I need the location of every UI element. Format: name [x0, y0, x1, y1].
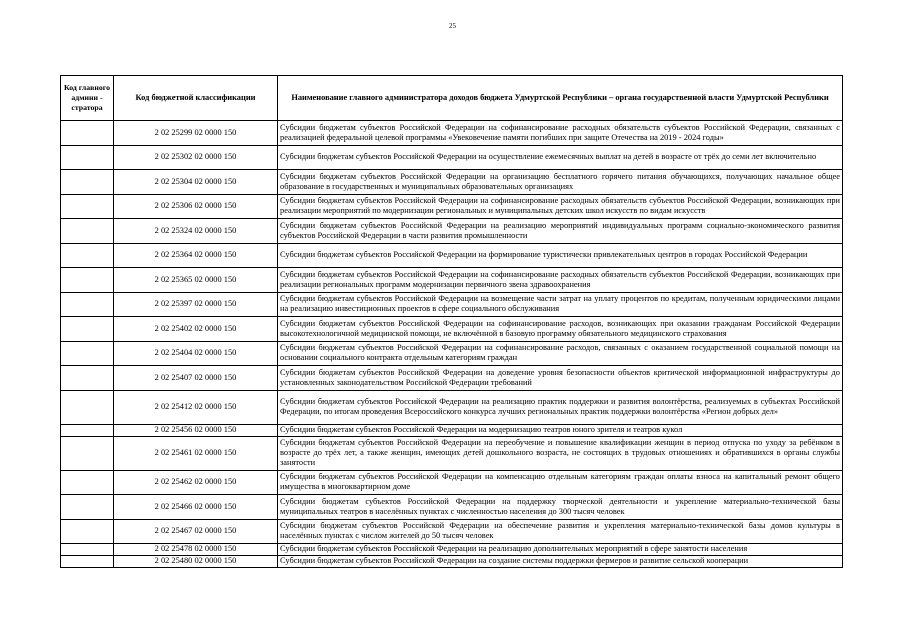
cell-name: Субсидии бюджетам субъектов Российской Федерации на переобучение и повышение квалификации женщин в период отпуска по уходу за ребёнком в возрасте до трёх лет, а также женщин, имеющих детей дошкольного возраста, не состоящих в трудовых отношениях и обратившихся в органы службы занятости: [278, 436, 843, 470]
table-row: [61, 495, 843, 520]
table-row: [61, 436, 843, 470]
cell-name: Субсидии бюджетам субъектов Российской Федерации на софинансирование расходных обязательств субъектов Российской Федерации, возникающих при реализации региональных программ модернизации первичного звена здравоохранения: [278, 268, 843, 293]
table-row: [61, 145, 843, 170]
cell-admin: [61, 556, 114, 568]
cell-name: Субсидии бюджетам субъектов Российской Федерации на софинансирование расходных обязательств субъектов Российской Федерации, связанных с реализацией федеральной целевой программы «Увековечение памяти погибших при защите Отечества на 2019 - 2024 годы»: [278, 121, 843, 146]
table-header-row: [61, 76, 843, 121]
cell-name: Субсидии бюджетам субъектов Российской Федерации на реализацию дополнительных мероприятий в сфере занятости населения: [278, 544, 843, 556]
table-row: [61, 390, 843, 424]
cell-code: 2 02 25304 02 0000 150: [114, 170, 278, 195]
table-row: [61, 544, 843, 556]
cell-code: 2 02 25456 02 0000 150: [114, 424, 278, 436]
table-row: [61, 424, 843, 436]
cell-admin: [61, 268, 114, 293]
table-row: [61, 121, 843, 146]
cell-name: Субсидии бюджетам субъектов Российской Федерации на софинансирование расходных обязательств субъектов Российской Федерации, возникающих при реализации мероприятий по модернизации региональных и муниципальных детских школ искусств по видам искусств: [278, 194, 843, 219]
cell-code: 2 02 25324 02 0000 150: [114, 219, 278, 244]
cell-code: 2 02 25306 02 0000 150: [114, 194, 278, 219]
header-admin-name: Наименование главного администратора доходов бюджета Удмуртской Республики – органа государственной власти Удмуртской Республики: [278, 76, 843, 121]
cell-name: Субсидии бюджетам субъектов Российской Федерации на доведение уровня безопасности объектов критической информационной инфраструктуры до установленных законодательством Российской Федерации требований: [278, 366, 843, 391]
cell-code: 2 02 25467 02 0000 150: [114, 519, 278, 544]
page-number: 25: [449, 22, 456, 30]
cell-code: 2 02 25365 02 0000 150: [114, 268, 278, 293]
cell-name: Субсидии бюджетам субъектов Российской Федерации на возмещение части затрат на уплату процентов по кредитам, полученным юридическими лицами на реализацию инвестиционных проектов в сфере социального обслуживания: [278, 292, 843, 317]
table-row: [61, 470, 843, 495]
cell-code: 2 02 25466 02 0000 150: [114, 495, 278, 520]
cell-admin: [61, 170, 114, 195]
cell-name: Субсидии бюджетам субъектов Российской Федерации на софинансирование расходов, связанных с оказанием государственной социальной помощи на основании социального контракта отдельным категориям граждан: [278, 341, 843, 366]
cell-code: 2 02 25364 02 0000 150: [114, 243, 278, 268]
cell-name: Субсидии бюджетам субъектов Российской Федерации на создание системы поддержки фермеров и развитие сельской кооперации: [278, 556, 843, 568]
table-row: [61, 219, 843, 244]
cell-name: Субсидии бюджетам субъектов Российской Федерации на реализацию мероприятий индивидуальных программ социально-экономического развития субъектов Российской Федерации в части развития промышленности: [278, 219, 843, 244]
table-row: [61, 194, 843, 219]
cell-name: Субсидии бюджетам субъектов Российской Федерации на поддержку творческой деятельности и укрепление материально-технической базы муниципальных театров в населённых пунктах с численностью населения до 300 тысяч человек: [278, 495, 843, 520]
cell-code: 2 02 25404 02 0000 150: [114, 341, 278, 366]
cell-admin: [61, 121, 114, 146]
cell-admin: [61, 519, 114, 544]
cell-name: Субсидии бюджетам субъектов Российской Федерации на формирование туристически привлекательных центров в городах Российской Федерации: [278, 243, 843, 268]
cell-admin: [61, 219, 114, 244]
header-admin-code: Код главного админи - стратора: [61, 76, 114, 121]
table-row: [61, 519, 843, 544]
cell-name: Субсидии бюджетам субъектов Российской Федерации на компенсацию отдельным категориям граждан оплаты взноса на капитальный ремонт общего имущества в многоквартирном доме: [278, 470, 843, 495]
cell-code: 2 02 25480 02 0000 150: [114, 556, 278, 568]
table-row: [61, 366, 843, 391]
table-row: [61, 243, 843, 268]
table-row: [61, 292, 843, 317]
cell-name: Субсидии бюджетам субъектов Российской Федерации на реализацию практик поддержки и развития волонтёрства, реализуемых в субъектах Российской Федерации, по итогам проведения Всероссийского конкурса лучших региональных практик поддержки волонтёрства «Регион добрых дел»: [278, 390, 843, 424]
cell-admin: [61, 243, 114, 268]
cell-code: 2 02 25402 02 0000 150: [114, 317, 278, 342]
cell-code: 2 02 25462 02 0000 150: [114, 470, 278, 495]
cell-name: Субсидии бюджетам субъектов Российской Федерации на организацию бесплатного горячего питания обучающихся, получающих начальное общее образование в государственных и муниципальных образовательных организациях: [278, 170, 843, 195]
cell-admin: [61, 470, 114, 495]
cell-admin: [61, 495, 114, 520]
cell-code: 2 02 25397 02 0000 150: [114, 292, 278, 317]
cell-admin: [61, 424, 114, 436]
cell-code: 2 02 25412 02 0000 150: [114, 390, 278, 424]
cell-code: 2 02 25407 02 0000 150: [114, 366, 278, 391]
cell-name: Субсидии бюджетам субъектов Российской Федерации на модернизацию театров юного зрителя и театров кукол: [278, 424, 843, 436]
table-row: [61, 556, 843, 568]
table-row: [61, 170, 843, 195]
cell-admin: [61, 317, 114, 342]
cell-code: 2 02 25461 02 0000 150: [114, 436, 278, 470]
table-row: [61, 268, 843, 293]
cell-admin: [61, 436, 114, 470]
table-row: [61, 317, 843, 342]
table-row: [61, 341, 843, 366]
cell-admin: [61, 366, 114, 391]
cell-admin: [61, 544, 114, 556]
cell-name: Субсидии бюджетам субъектов Российской Федерации на обеспечение развития и укрепления материально-технической базы домов культуры в населённых пунктах с числом жителей до 50 тысяч человек: [278, 519, 843, 544]
cell-name: Субсидии бюджетам субъектов Российской Федерации на осуществление ежемесячных выплат на детей в возрасте от трёх до семи лет включительно: [278, 145, 843, 170]
table-body: [61, 121, 843, 568]
cell-code: 2 02 25478 02 0000 150: [114, 544, 278, 556]
revenue-codes-table: [60, 75, 843, 568]
cell-name: Субсидии бюджетам субъектов Российской Федерации на софинансирование расходов, возникающих при оказании гражданам Российской Федерации высокотехнологичной медицинской помощи, не включённой в базовую программу обязательного медицинского страхования: [278, 317, 843, 342]
cell-admin: [61, 194, 114, 219]
cell-code: 2 02 25299 02 0000 150: [114, 121, 278, 146]
cell-admin: [61, 390, 114, 424]
header-budget-code: Код бюджетной классификации: [114, 76, 278, 121]
cell-admin: [61, 292, 114, 317]
cell-code: 2 02 25302 02 0000 150: [114, 145, 278, 170]
cell-admin: [61, 145, 114, 170]
cell-admin: [61, 341, 114, 366]
